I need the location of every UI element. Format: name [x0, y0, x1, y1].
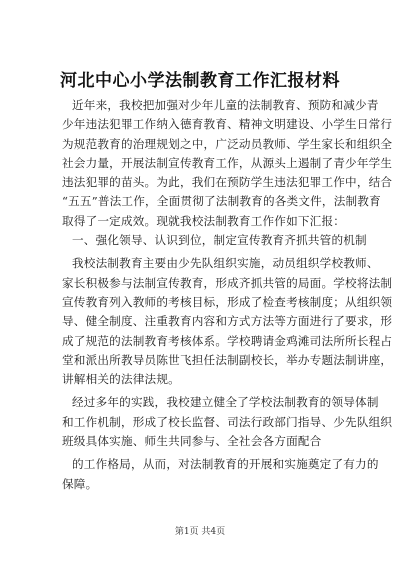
paragraph-line: 保障。	[62, 476, 98, 491]
paragraph-line: 我校法制教育主要由少先队组织实施，动员组织学校教师、	[72, 256, 379, 271]
paragraph-line: 的工作格局，从而，对法制教育的开展和实施奠定了有力的	[72, 457, 379, 472]
paragraph-line: 违法犯罪的苗头。为此，我们在预防学生违法犯罪工作中，结合	[62, 175, 393, 190]
paragraph-line: 班级具体实施、师生共同参与、全社会各方面配合	[62, 434, 322, 449]
section-heading: 一、强化领导、认识到位，制定宣传教育齐抓共管的机制	[72, 233, 367, 248]
document-body	[62, 96, 393, 494]
paragraph-line: 取得了一定成效。现就我校法制教育工作作如下汇报：	[62, 213, 346, 228]
document-title: 河北中心小学法制教育工作汇报材料	[60, 71, 340, 91]
page-number-footer: 第1页 共4页	[174, 527, 226, 537]
paragraph-line: 成了规范的法制教育考核体系。学校聘请金鸡滩司法所所长程占	[62, 333, 393, 348]
paragraph-line: 宣传教育列入教师的考核目标，形成了检查考核制度；从组织领	[62, 294, 393, 309]
paragraph-line: 导、健全制度、注重教育内容和方式方法等方面进行了要求，形	[62, 314, 393, 329]
paragraph-line: 堂和派出所教导员陈世飞担任法制副校长，举办专题法制讲座，	[62, 352, 393, 367]
paragraph-line: 经过多年的实践，我校建立健全了学校法制教育的领导体制	[72, 395, 379, 410]
paragraph-line: 讲解相关的法律法规。	[62, 372, 180, 387]
paragraph-line: 和工作机制，形成了校长监督、司法行政部门指导、少先队组织	[62, 414, 393, 429]
paragraph-line: 社会力量，开展法制宣传教育工作，从源头上遏制了青少年学生	[62, 155, 393, 170]
paragraph-line: 为规范教育的治理规划之中，广泛动员教师、学生家长和组织全	[62, 136, 393, 151]
paragraph-line: 近年来，我校把加强对少年儿童的法制教育、预防和减少青	[72, 98, 379, 112]
paragraph-line: “五五”普法工作，全面贯彻了法制教育的各类文件，法制教育	[62, 194, 381, 209]
paragraph-line: 少年违法犯罪工作纳入德育教育、精神文明建设、小学生日常行	[62, 117, 393, 132]
paragraph-line: 家长积极参与法制宣传教育，形成齐抓共管的局面。学校将法制	[62, 275, 393, 290]
